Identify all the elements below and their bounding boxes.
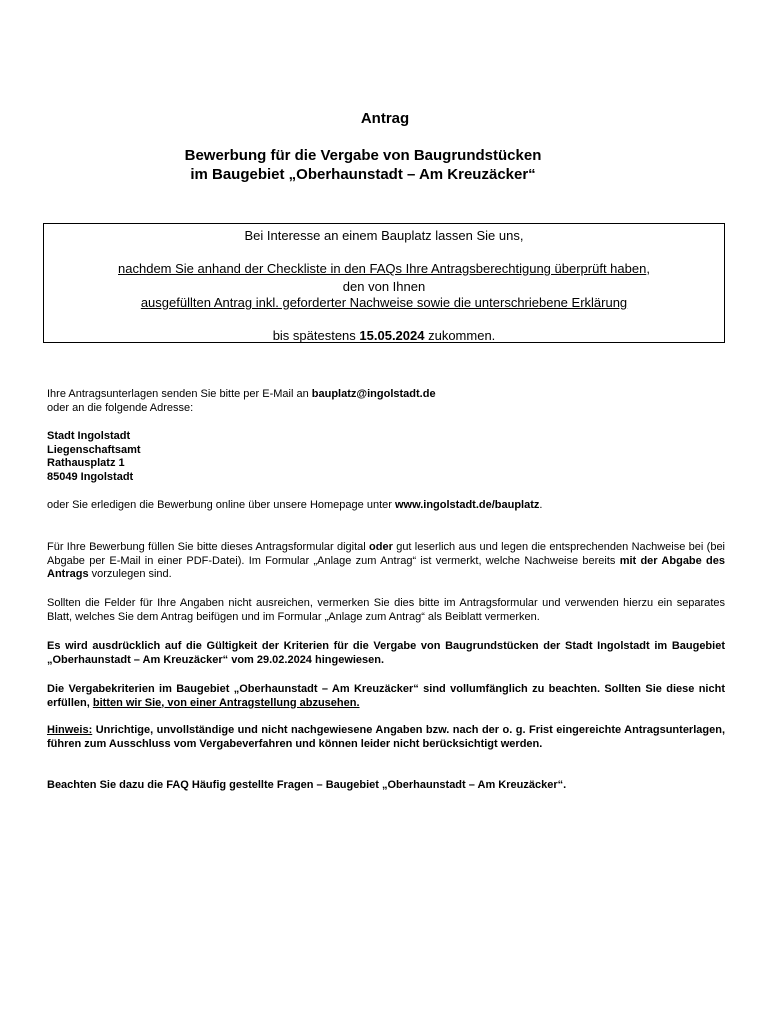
- online-post: .: [539, 499, 543, 511]
- page-title: Antrag: [360, 110, 410, 127]
- contact-intro-text: Ihre Antragsunterlagen senden Sie bitte per E-Mail an: [47, 388, 312, 400]
- deadline-date: 15.05.2024: [359, 328, 425, 343]
- p4-text-a: Die Vergabekriterien im Baugebiet „Oberhaunstadt – Am Kreuzäcker“ sind vollumfänglich zu beachten. Sollten Sie diese nicht erfüllen,: [47, 683, 725, 709]
- contact-intro-line-2: oder an die folgende Adresse:: [47, 401, 194, 414]
- address-line: Rathausplatz 1: [47, 457, 125, 469]
- paragraph-1: [47, 541, 725, 582]
- paragraph-5: [47, 724, 725, 751]
- p1-text-d: mit der Abgabe des Antrags: [47, 554, 725, 580]
- notice-box: [43, 223, 725, 343]
- paragraph-6: Beachten Sie dazu die FAQ Häufig gestellte Fragen – Baugebiet „Oberhaunstadt – Am Kreuzäcker“.: [47, 779, 567, 791]
- p1-text-a: Für Ihre Bewerbung füllen Sie bitte dieses Antragsformular digital: [47, 541, 370, 553]
- subtitle-line-1: Bewerbung für die Vergabe von Baugrundstücken: [184, 147, 542, 164]
- notice-deadline: [44, 328, 724, 343]
- deadline-post: zukommen.: [424, 328, 496, 343]
- notice-line-3: den von Ihnen: [342, 279, 426, 294]
- online-text: oder Sie erledigen die Bewerbung online über unsere Homepage unter: [47, 499, 395, 511]
- contact-email: bauplatz@ingolstadt.de: [311, 388, 436, 400]
- p1-text-c: gut leserlich aus und legen die entsprechenden Nachweise bei (bei Abgabe per E-Mail in einer PDF-Datei). Im Formular „Anlage zum Antrag“ ist vermerkt, welche Nachweise bereits: [47, 541, 726, 567]
- notice-line-2: [44, 261, 724, 276]
- p1-text-e: vorzulegen sind.: [88, 568, 172, 580]
- address-line: 85049 Ingolstadt: [47, 470, 134, 483]
- p4-text-b: bitten wir Sie, von einer Antragstellung abzusehen.: [92, 696, 360, 709]
- notice-line-4: ausgefüllten Antrag inkl. geforderter Nachweise sowie die unterschriebene Erklärung: [140, 295, 628, 310]
- p1-text-b: oder: [369, 541, 393, 553]
- hinweis-text: Unrichtige, unvollständige und nicht nachgewiesene Angaben bzw. nach der o. g. Frist eingereichte Antragsunterlagen, führen zum Ausschluss vom Vergabeverfahren und können leider nicht berücksichtigt werden.: [47, 724, 725, 750]
- address-line: Liegenschaftsamt: [47, 443, 141, 456]
- contact-intro: [47, 388, 725, 415]
- notice-line-2-text: nachdem Sie anhand der Checkliste in den FAQs Ihre Antragsberechtigung überprüft haben: [118, 261, 647, 276]
- online-url: www.ingolstadt.de/bauplatz: [394, 499, 540, 511]
- paragraph-3: Es wird ausdrücklich auf die Gültigkeit der Kriterien für die Vergabe von Baugrundstücken der Stadt Ingolstadt im Baugebiet „Oberhaunstadt – Am Kreuzäcker“ vom 29.02.2024 hingewiesen.: [47, 640, 725, 666]
- address-line: Stadt Ingolstadt: [47, 430, 131, 442]
- contact-intro-line-1: [47, 388, 725, 402]
- online-line: [47, 499, 725, 513]
- address-block: [47, 430, 725, 484]
- notice-line-1: Bei Interesse an einem Bauplatz lassen Sie uns,: [244, 228, 524, 243]
- paragraph-4: [47, 683, 725, 710]
- notice-line-2-suffix: ,: [646, 261, 650, 276]
- deadline-pre: bis spätestens: [272, 328, 360, 343]
- paragraph-2: Sollten die Felder für Ihre Angaben nicht ausreichen, vermerken Sie dies bitte im Antragsformular und verwenden hierzu ein separates Blatt, welches Sie dem Antrag beifügen und im Formular „Anlage zum Antrag“ als Beiblatt vermerken.: [47, 597, 725, 623]
- hinweis-label: Hinweis:: [47, 724, 93, 736]
- page-subtitle: [0, 146, 726, 184]
- subtitle-line-2: im Baugebiet „Oberhaunstadt – Am Kreuzäcker“: [190, 166, 536, 183]
